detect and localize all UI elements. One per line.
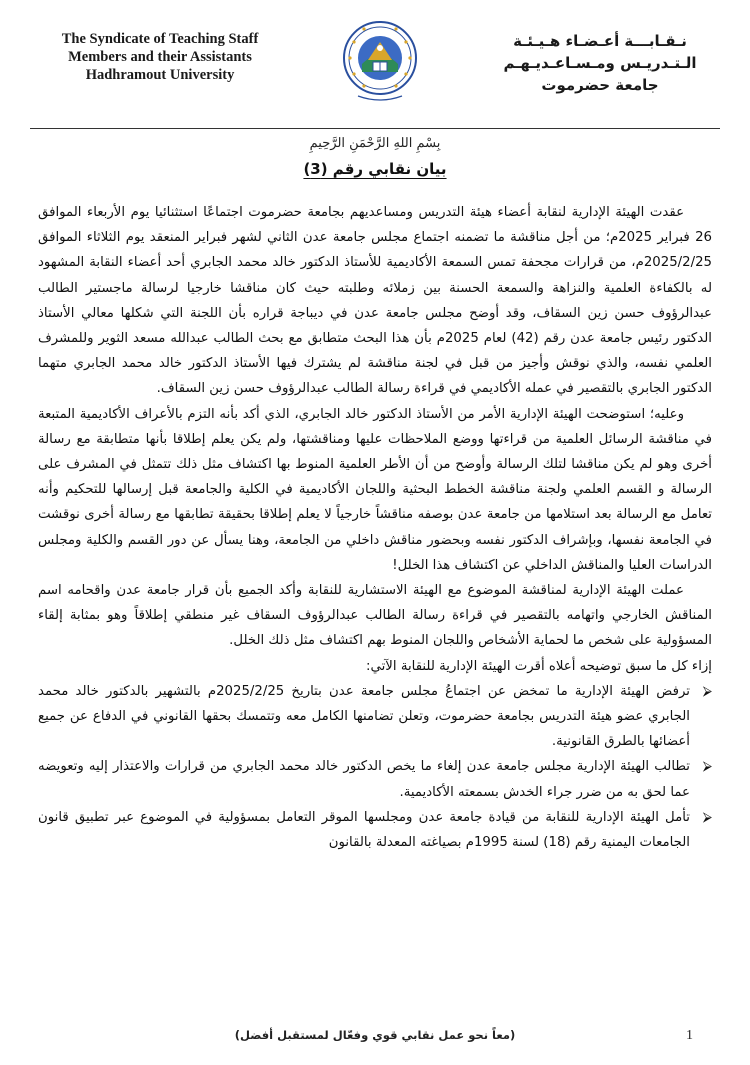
basmala: بِسْمِ اللهِ الرَّحْمَنِ الرَّحِيمِ: [309, 136, 441, 151]
letterhead-en-line: Hadhramout University: [85, 67, 235, 83]
page-number: 1: [686, 1028, 693, 1043]
letterhead-ar-line: نـقـابـــة أعـضـاء هـيـئـة: [513, 32, 687, 50]
resolution-text: تأمل الهيئة الإدارية للنقابة من قيادة جامعة عدن ومجلسها الموقر التعامل بمسؤولية في الموضوع عبر تطبيق قانون الجامعات اليمنية رقم (18) لسنة 1995م بصياغته المعدلة بالقانون: [38, 809, 690, 851]
resolutions-list: [38, 679, 712, 855]
header-divider: [30, 128, 720, 129]
letterhead-ar-line: جامعة حضرموت: [541, 76, 659, 94]
resolution-item: [38, 679, 712, 755]
paragraph: عملت الهيئة الإدارية لمناقشة الموضوع مع الهيئة الاستشارية للنقابة وأكد الجميع بأن قرار جامعة عدن واقحامه اسم المناقش الخارجي واتهامه بالتقصير في قراءة رسالة الطالب عبدالرؤوف السقاف غير منطقي إطلاقاً وهو بمثابة إلقاء المسؤولية على شخص ما لحماية الأشخاص واللجان المنوط بهم اكتشاف مثل ذلك الخلل.: [38, 583, 712, 649]
arrow-bullet-icon: ⮚: [702, 759, 712, 775]
letterhead-ar-line: الـتـدريـس ومـسـاعـديـهـم: [503, 54, 697, 72]
letterhead: [0, 0, 750, 130]
paragraph: وعليه؛ استوضحت الهيئة الإدارية الأمر من الأستاذ الدكتور خالد الجابري، الذي أكد بأنه التزم بالأعراف الأكاديمية المتبعة في مناقشة الرسائل العلمية من قراءتها ووضع الملاحظات عليها ومناقشتها، ولم يكن يعلم إطلاقا بأنها متطابقة مع رسالة أخرى وهو لم يكن مناقشا لتلك الرسالة وأوضح من أن الأطر العلمية المنوط بها اكتشاف مثل ذلك تتمثل في المشرف على الرسالة و القسم العلمي ولجنة مناقشة الخطط البحثية واللجان الأكاديمية في الكلية والجامعة قبل إرسالها للتحكيم وأنه تعامل مع الرسالة بعد استلامها من جامعة عدن بوصفه مناقشاً خارجياً لا يعلم إطلاقا بحقيقة تطابقها مع رسالة أخرى نوقشت في الجامعة نفسها، وبإشراف الدكتور نفسه وبحضور مناقش داخلي من الجامعة، وهنا يسأل عن دور القسم والكلية ومجلس الدراسات العليا والمناقش الداخلي عن اكتشاف هذا الخلل!: [38, 406, 712, 573]
resolution-text: تطالب الهيئة الإدارية مجلس جامعة عدن إلغاء ما يخص الدكتور خالد محمد الجابري من قرارات والاعتذار إليه وتعويضه عما لحق به من ضرر جراء الخدش بسمعته الأكاديمية.: [38, 759, 690, 800]
footer-slogan: (معاً نحو عمل نقابي قوي وفعّال لمستقبل أفضل): [234, 1028, 516, 1042]
arrow-bullet-icon: ⮚: [702, 683, 712, 699]
resolution-text: ترفض الهيئة الإدارية ما تمخض عن اجتماعُ مجلس جامعة عدن بتاريخ 2025/2/25م بالتشهير بالدكتور خالد محمد الجابري عضو هيئة التدريس بجامعة حضرموت، وتعلن تضامنها الكامل معه وتتمسك بحقها القانوني في الدفاع عن جميع أعضائها بالطرق القانونية.: [38, 683, 690, 750]
paragraph: إزاء كل ما سبق توضيحه أعلاه أقرت الهيئة الإدارية للنقابة الآتي:: [366, 658, 712, 674]
syndicate-logo: [340, 12, 420, 112]
letterhead-en-line: The Syndicate of Teaching Staff: [61, 31, 259, 47]
letterhead-en-line: Members and their Assistants: [68, 49, 252, 65]
letterhead-arabic: [480, 30, 720, 96]
document-title: [0, 160, 750, 178]
page-footer: [0, 1028, 750, 1052]
arrow-bullet-icon: ⮚: [702, 809, 712, 825]
document-title-text: بيان نقابي رقم (3): [303, 160, 447, 178]
statement-body: [38, 200, 712, 855]
resolution-item: [38, 754, 712, 804]
paragraph: عقدت الهيئة الإدارية لنقابة أعضاء هيئة التدريس ومساعديهم بجامعة حضرموت اجتماعًا استثنائيا يوم الأربعاء الموافق 26 فبراير 2025م؛ من أجل مناقشة ما تضمنه اجتماع مجلس جامعة عدن الثاني لشهر فبراير المنعقد يوم الثلاثاء الموافق 2025/2/25م، من قرارات مجحفة تمس السمعة الأكاديمية للأستاذ الدكتور خالد محمد الجابري أحد أعضاء النقابة المشهود له بالكفاءة العلمية والنزاهة والسمعة الحسنة بين زملائه وطلبته حيث كان مناقشا خارجيا لرسالة ماجستير الطالب عبدالرؤوف حسن زين السقاف، وقد أوضح مجلس جامعة عدن في ديباجة قراره بأن اللجنة التي شكلها معالي الأستاذ الدكتور رئيس جامعة عدن رقم (42) لعام 2025م بأن هذا البحث متطابق مع بحث الطالب عبدالله مسعد الثوير وللمشرف العلمي نفسه، والذي نوقش وأجيز من قبل في لجنة مناقشة لم يشترك فيها الأستاذ الدكتور خالد محمد الجابري متهما الدكتور الجابري بالتقصير في عمله الأكاديمي في قراءة رسالة الطالب عبدالرؤوف حسن زين السقاف.: [38, 205, 712, 397]
resolution-item: [38, 805, 712, 855]
letterhead-english: [40, 30, 280, 84]
